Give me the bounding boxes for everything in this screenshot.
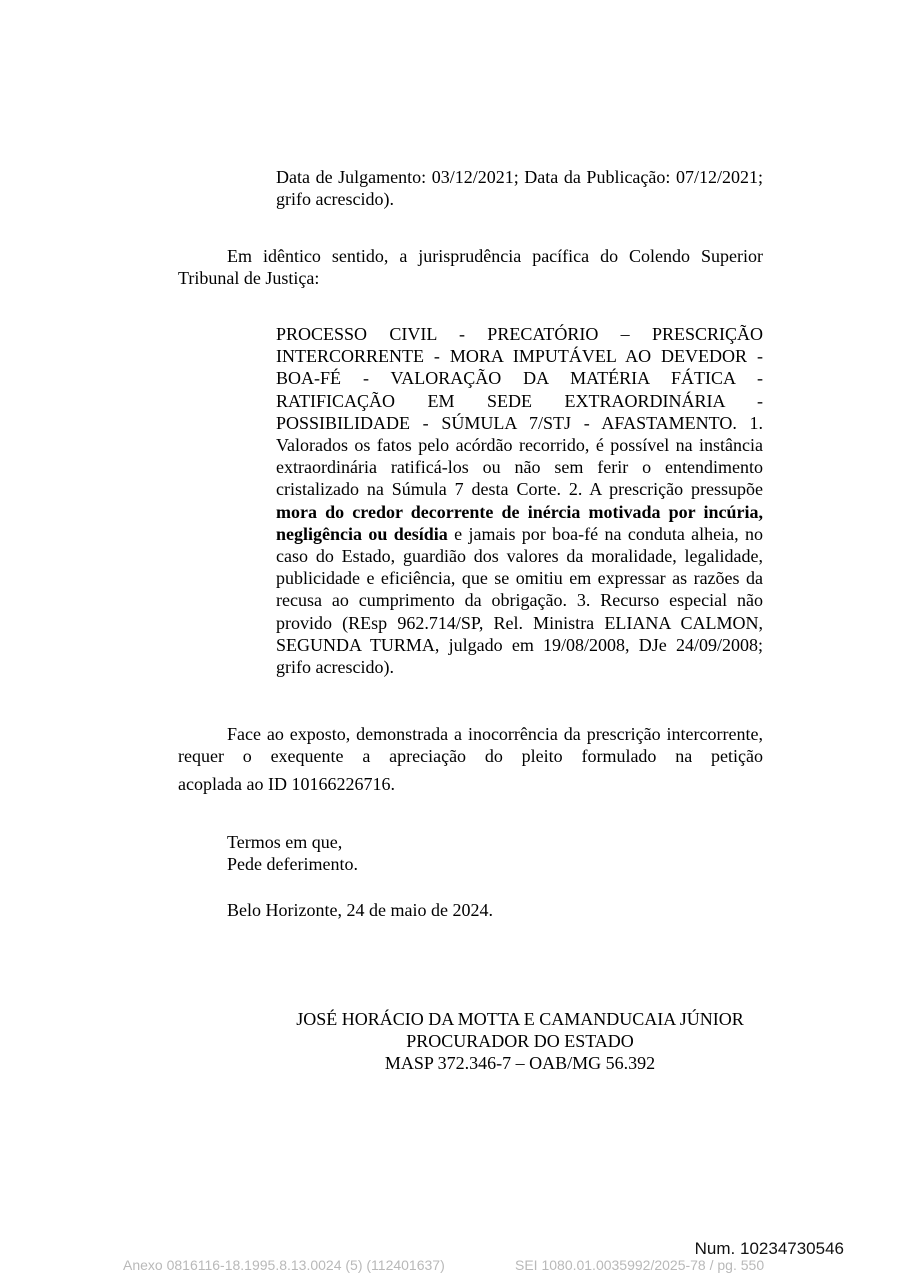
- stj-quote-part-2: e jamais por boa-fé na conduta alheia, no caso do Estado, guardião dos valores da moralidade, legalidade, publicidade e eficiência, que se omitiu em expressar as razões da recusa ao cumprimento da obrigação. 3. Recurso especial não provido (REsp 962.714/SP, Rel. Ministra ELIANA CALMON, SEGUNDA TURMA, julgado em 19/08/2008, DJe 24/09/2008; grifo acrescido).: [276, 523, 763, 678]
- paragraph-2-text: Face ao exposto, demonstrada a inocorrência da prescrição intercorrente, requer o exequente a apreciação do pleito formulado na petição: [178, 724, 763, 766]
- paragraph-2-last-line: acoplada ao ID 10166226716.: [178, 774, 395, 794]
- paragraph-jurisprudence-intro: [178, 245, 763, 289]
- quote-tail: [276, 166, 763, 210]
- signatory-role: PROCURADOR DO ESTADO: [406, 1031, 634, 1051]
- quote-tail-text: Data de Julgamento: 03/12/2021; Data da Publicação: 07/12/2021; grifo acrescido).: [276, 167, 763, 210]
- closing-line-2: Pede deferimento.: [227, 854, 358, 874]
- footer-sei: SEI 1080.01.0035992/2025-78 / pg. 550: [515, 1257, 765, 1273]
- closing: [227, 831, 358, 875]
- signature-block: [270, 1008, 770, 1074]
- paragraph-conclusion: [178, 723, 763, 795]
- closing-line-1: Termos em que,: [227, 832, 343, 852]
- document-number: Num. 10234730546: [694, 1239, 844, 1258]
- signatory-name: JOSÉ HORÁCIO DA MOTTA E CAMANDUCAIA JÚNIOR: [296, 1009, 744, 1029]
- footer-annex: Anexo 0816116-18.1995.8.13.0024 (5) (112401637): [123, 1257, 445, 1273]
- stj-quote-part-1: PROCESSO CIVIL - PRECATÓRIO – PRESCRIÇÃO INTERCORRENTE - MORA IMPUTÁVEL AO DEVEDOR - BOA-FÉ - VALORAÇÃO DA MATÉRIA FÁTICA - RATIFICAÇÃO EM SEDE EXTRAORDINÁRIA - POSSIBILIDADE - SÚMULA 7/STJ - AFASTAMENTO. 1. Valorados os fatos pelo acórdão recorrido, é possível na instância extraordinária ratificá-los ou não sem ferir o entendimento cristalizado na Súmula 7 desta Corte. 2. A prescrição pressupõe: [276, 324, 763, 500]
- paragraph-1-text: Em idêntico sentido, a jurisprudência pacífica do Colendo Superior Tribunal de Justiça:: [178, 246, 763, 288]
- stj-quote: [276, 323, 763, 678]
- signatory-registration: MASP 372.346-7 – OAB/MG 56.392: [384, 1053, 656, 1073]
- stj-quote-bold: mora do credor decorrente de inércia motivada por incúria, negligência ou desídia: [276, 501, 763, 544]
- place-date-text: Belo Horizonte, 24 de maio de 2024.: [227, 900, 493, 920]
- place-date: [227, 899, 493, 921]
